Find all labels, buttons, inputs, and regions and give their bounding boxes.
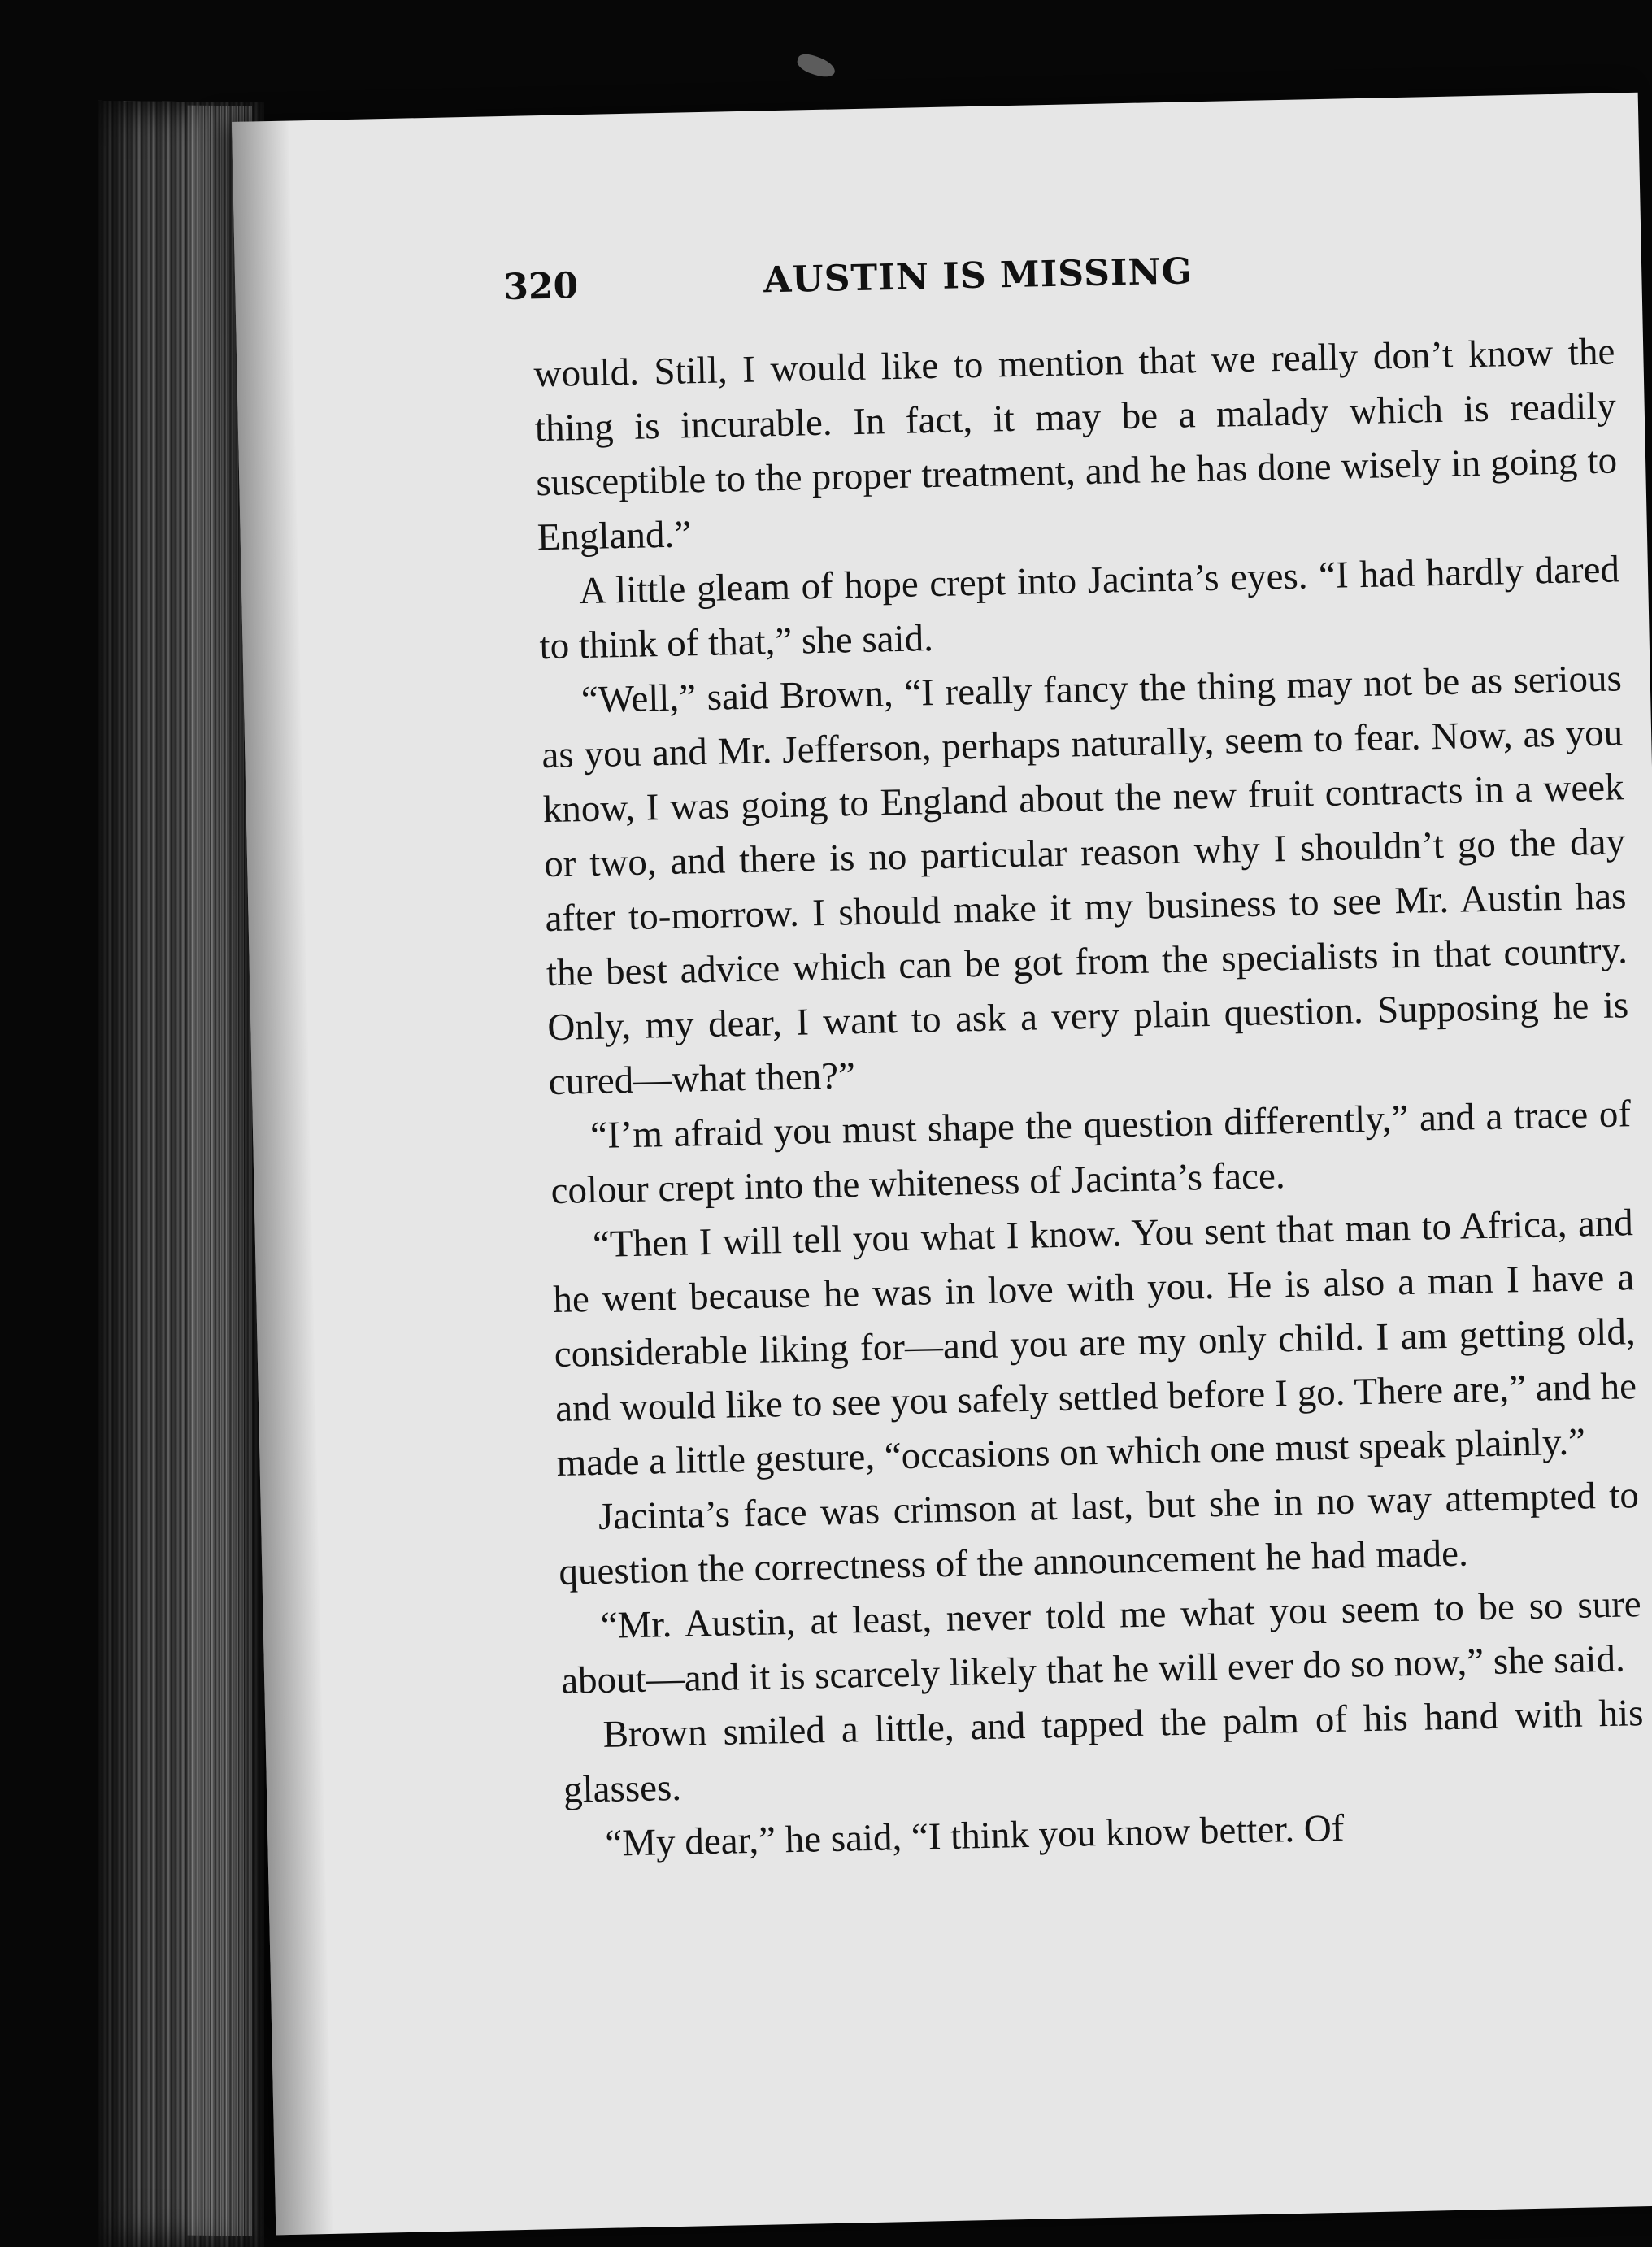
paragraph: “Then I will tell you what I know. You sent that man to Africa, and he went because he was in love with you. He is also a man I have a considerable liking for—and you are my only child. I am getting old, and would like to see you safely settled before I go. There are,” and he made a little gesture, “occasions on which one must speak plainly.” [552, 1202, 1637, 1484]
paragraph: Brown smiled a little, and tapped the palm of his hand with his glasses. [563, 1692, 1644, 1811]
paragraph: “I’m afraid you must shape the question differently,” and a trace of colour crept into the whiteness of Jacinta’s face. [550, 1093, 1632, 1213]
paragraph: A little gleam of hope crept into Jacinta’s eyes. “I had hardly dared to think of that,” she said. [539, 548, 1620, 668]
page-sheet [232, 93, 1652, 2236]
scan-artifact-mark [795, 51, 837, 80]
running-head [503, 246, 1480, 324]
paragraph: “My dear,” he said, “I think you know better. Of [604, 1806, 1345, 1865]
running-title: AUSTIN IS MISSING [763, 250, 1193, 302]
paragraph: “Well,” said Brown, “I really fancy the thing may not be as serious as you and Mr. Jefferson, perhaps naturally, seem to fear. Now, as you know, I was going to England about the new fruit contracts in a week or two, and there is no particular reason why I shouldn’t go the day after to-morrow. I should make it my business to see Mr. Austin has the best advice which can be got from the specialists in that country. Only, my dear, I want to ask a very plain question. Supposing he is cured—what then?” [541, 657, 1629, 1104]
page-number: 320 [502, 265, 579, 309]
body-text [533, 324, 1646, 1871]
paragraph: would. Still, I would like to mention that we really don’t know the thing is incurable. In fact, it may be a malady which is readily susceptible to the proper treatment, and he has done wisely in going to England.” [533, 330, 1618, 559]
paragraph: “Mr. Austin, at least, never told me what you seem to be so sure about—and it is scarcely likely that he will ever do so now,” she said. [560, 1583, 1642, 1702]
paragraph: Jacinta’s face was crimson at last, but she in no way attempted to question the correctness of the announcement he had made. [558, 1474, 1640, 1593]
